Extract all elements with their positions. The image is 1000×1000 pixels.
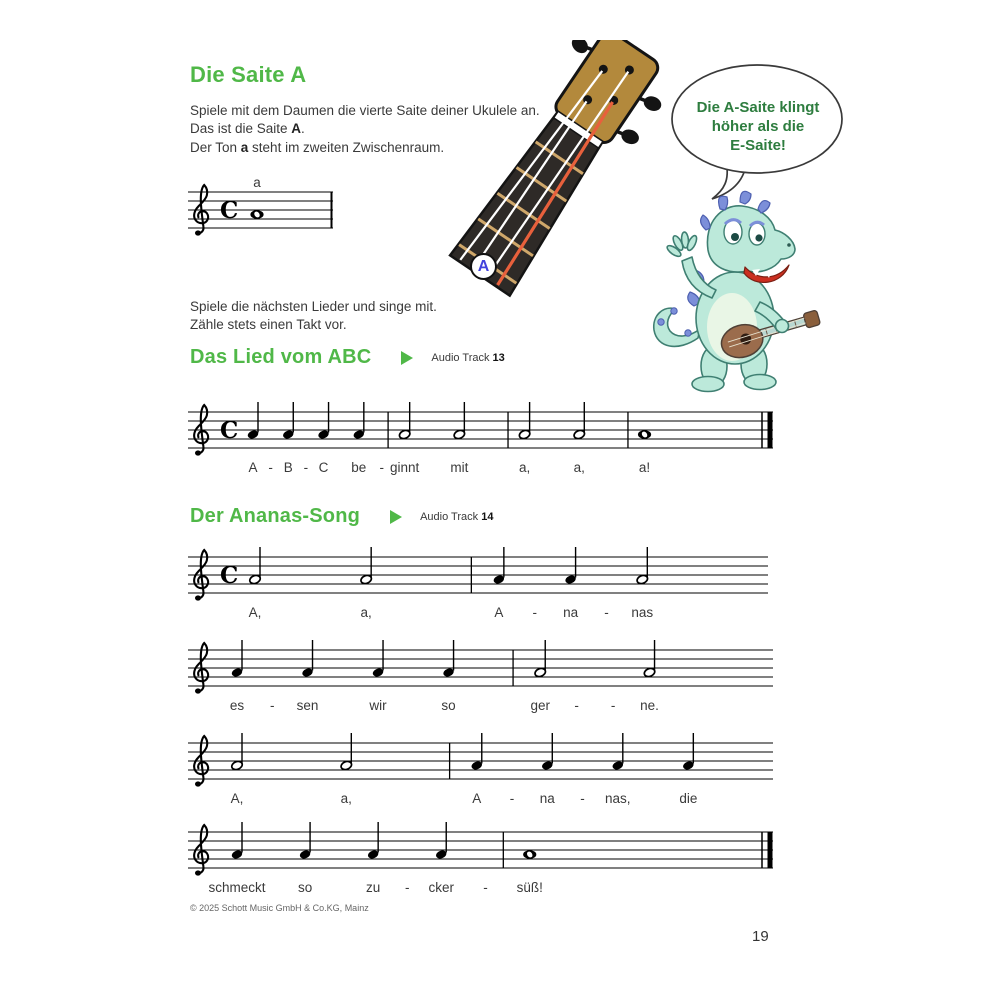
- play-icon: [390, 510, 402, 524]
- play-icon: [401, 351, 413, 365]
- svg-text:süß!: süß!: [516, 880, 543, 895]
- svg-text:-: -: [610, 698, 616, 713]
- svg-text:-: -: [268, 460, 273, 475]
- song1-heading-row: [190, 346, 505, 369]
- svg-text:die: die: [679, 791, 698, 806]
- svg-text:a,: a,: [360, 605, 372, 620]
- svg-text:C: C: [318, 460, 329, 475]
- svg-text:nas,: nas,: [605, 791, 631, 806]
- svg-text:C: C: [220, 562, 239, 589]
- intro-text: Spiele mit dem Daumen die vierte Saite deiner Ukulele an. Das ist die Saite A. Der Ton a steht im zweiten Zwischenraum.: [190, 102, 540, 155]
- dragon-mascot: [648, 188, 823, 393]
- svg-text:ginnt: ginnt: [390, 460, 420, 475]
- svg-text:B: B: [283, 460, 293, 475]
- svg-text:A: A: [248, 460, 258, 475]
- svg-text:-: -: [270, 698, 275, 713]
- svg-text:a,: a,: [518, 460, 531, 475]
- svg-text:ne.: ne.: [640, 698, 659, 713]
- svg-text:A,: A,: [230, 791, 244, 806]
- svg-text:-: -: [509, 791, 515, 806]
- svg-text:-: -: [483, 880, 488, 895]
- dragon-hand: [776, 320, 789, 333]
- svg-text:-: -: [604, 605, 609, 620]
- dragon-foot: [692, 377, 724, 392]
- dragon-foot: [744, 375, 776, 390]
- song2-staff-line-1: [188, 543, 768, 627]
- svg-text:a!: a!: [638, 460, 651, 475]
- svg-text:mit: mit: [450, 460, 469, 475]
- svg-text:nas: nas: [631, 605, 654, 620]
- page-title: Die Saite A: [190, 62, 307, 87]
- song1-title: Das Lied vom ABC: [190, 346, 372, 368]
- song2-staff-line-2: [188, 636, 773, 720]
- svg-text:-: -: [303, 460, 309, 475]
- note-a-example-staff: [188, 178, 333, 262]
- svg-text:-: -: [574, 698, 579, 713]
- song1-staff-line: [188, 398, 773, 482]
- song2-heading-row: [190, 505, 493, 528]
- svg-text:ger: ger: [530, 698, 550, 713]
- svg-text:so: so: [441, 698, 456, 713]
- song2-staff-line-3: [188, 729, 773, 813]
- svg-text:a: a: [253, 178, 261, 190]
- svg-text:es: es: [229, 698, 245, 713]
- svg-text:sen: sen: [296, 698, 319, 713]
- svg-text:na: na: [539, 791, 555, 806]
- svg-text:-: -: [580, 791, 585, 806]
- svg-text:a,: a,: [573, 460, 585, 475]
- svg-text:A: A: [472, 791, 482, 806]
- svg-text:wir: wir: [369, 698, 387, 713]
- dragon-arm-waving: [682, 257, 716, 298]
- song1-audio-track: Audio Track 13: [431, 351, 505, 364]
- svg-text:A: A: [494, 605, 504, 620]
- svg-text:-: -: [532, 605, 537, 620]
- svg-text:C: C: [220, 197, 239, 224]
- dragon-nostril: [787, 243, 791, 247]
- svg-text:-: -: [404, 880, 410, 895]
- svg-text:schmeckt: schmeckt: [208, 880, 266, 895]
- practice-note: Spiele die nächsten Lieder und singe mit. Zähle stets einen Takt vor.: [190, 298, 437, 332]
- svg-text:C: C: [220, 417, 239, 444]
- svg-text:-: -: [379, 460, 384, 475]
- svg-text:na: na: [563, 605, 579, 620]
- dragon-hand-fingers: [665, 232, 698, 259]
- dragon-tail: [654, 308, 700, 346]
- song2-staff-line-4: [188, 818, 773, 902]
- intro-line1: Spiele mit dem Daumen die vierte Saite deiner Ukulele an.: [190, 102, 540, 118]
- svg-text:so: so: [297, 880, 313, 895]
- song2-title: Der Ananas-Song: [190, 505, 361, 527]
- svg-text:a,: a,: [340, 791, 352, 806]
- speech-bubble-text: Die A-Saite klingt höher als die E-Saite!: [696, 99, 820, 154]
- copyright-line: © 2025 Schott Music GmbH & Co.KG, Mainz: [190, 903, 369, 913]
- svg-text:cker: cker: [428, 880, 454, 895]
- song2-audio-track: Audio Track 14: [420, 510, 494, 523]
- svg-text:A,: A,: [248, 605, 262, 620]
- svg-text:be: be: [351, 460, 367, 475]
- page-number: 19: [752, 928, 769, 945]
- a-string-badge: A: [470, 253, 497, 280]
- svg-text:zu: zu: [366, 880, 381, 895]
